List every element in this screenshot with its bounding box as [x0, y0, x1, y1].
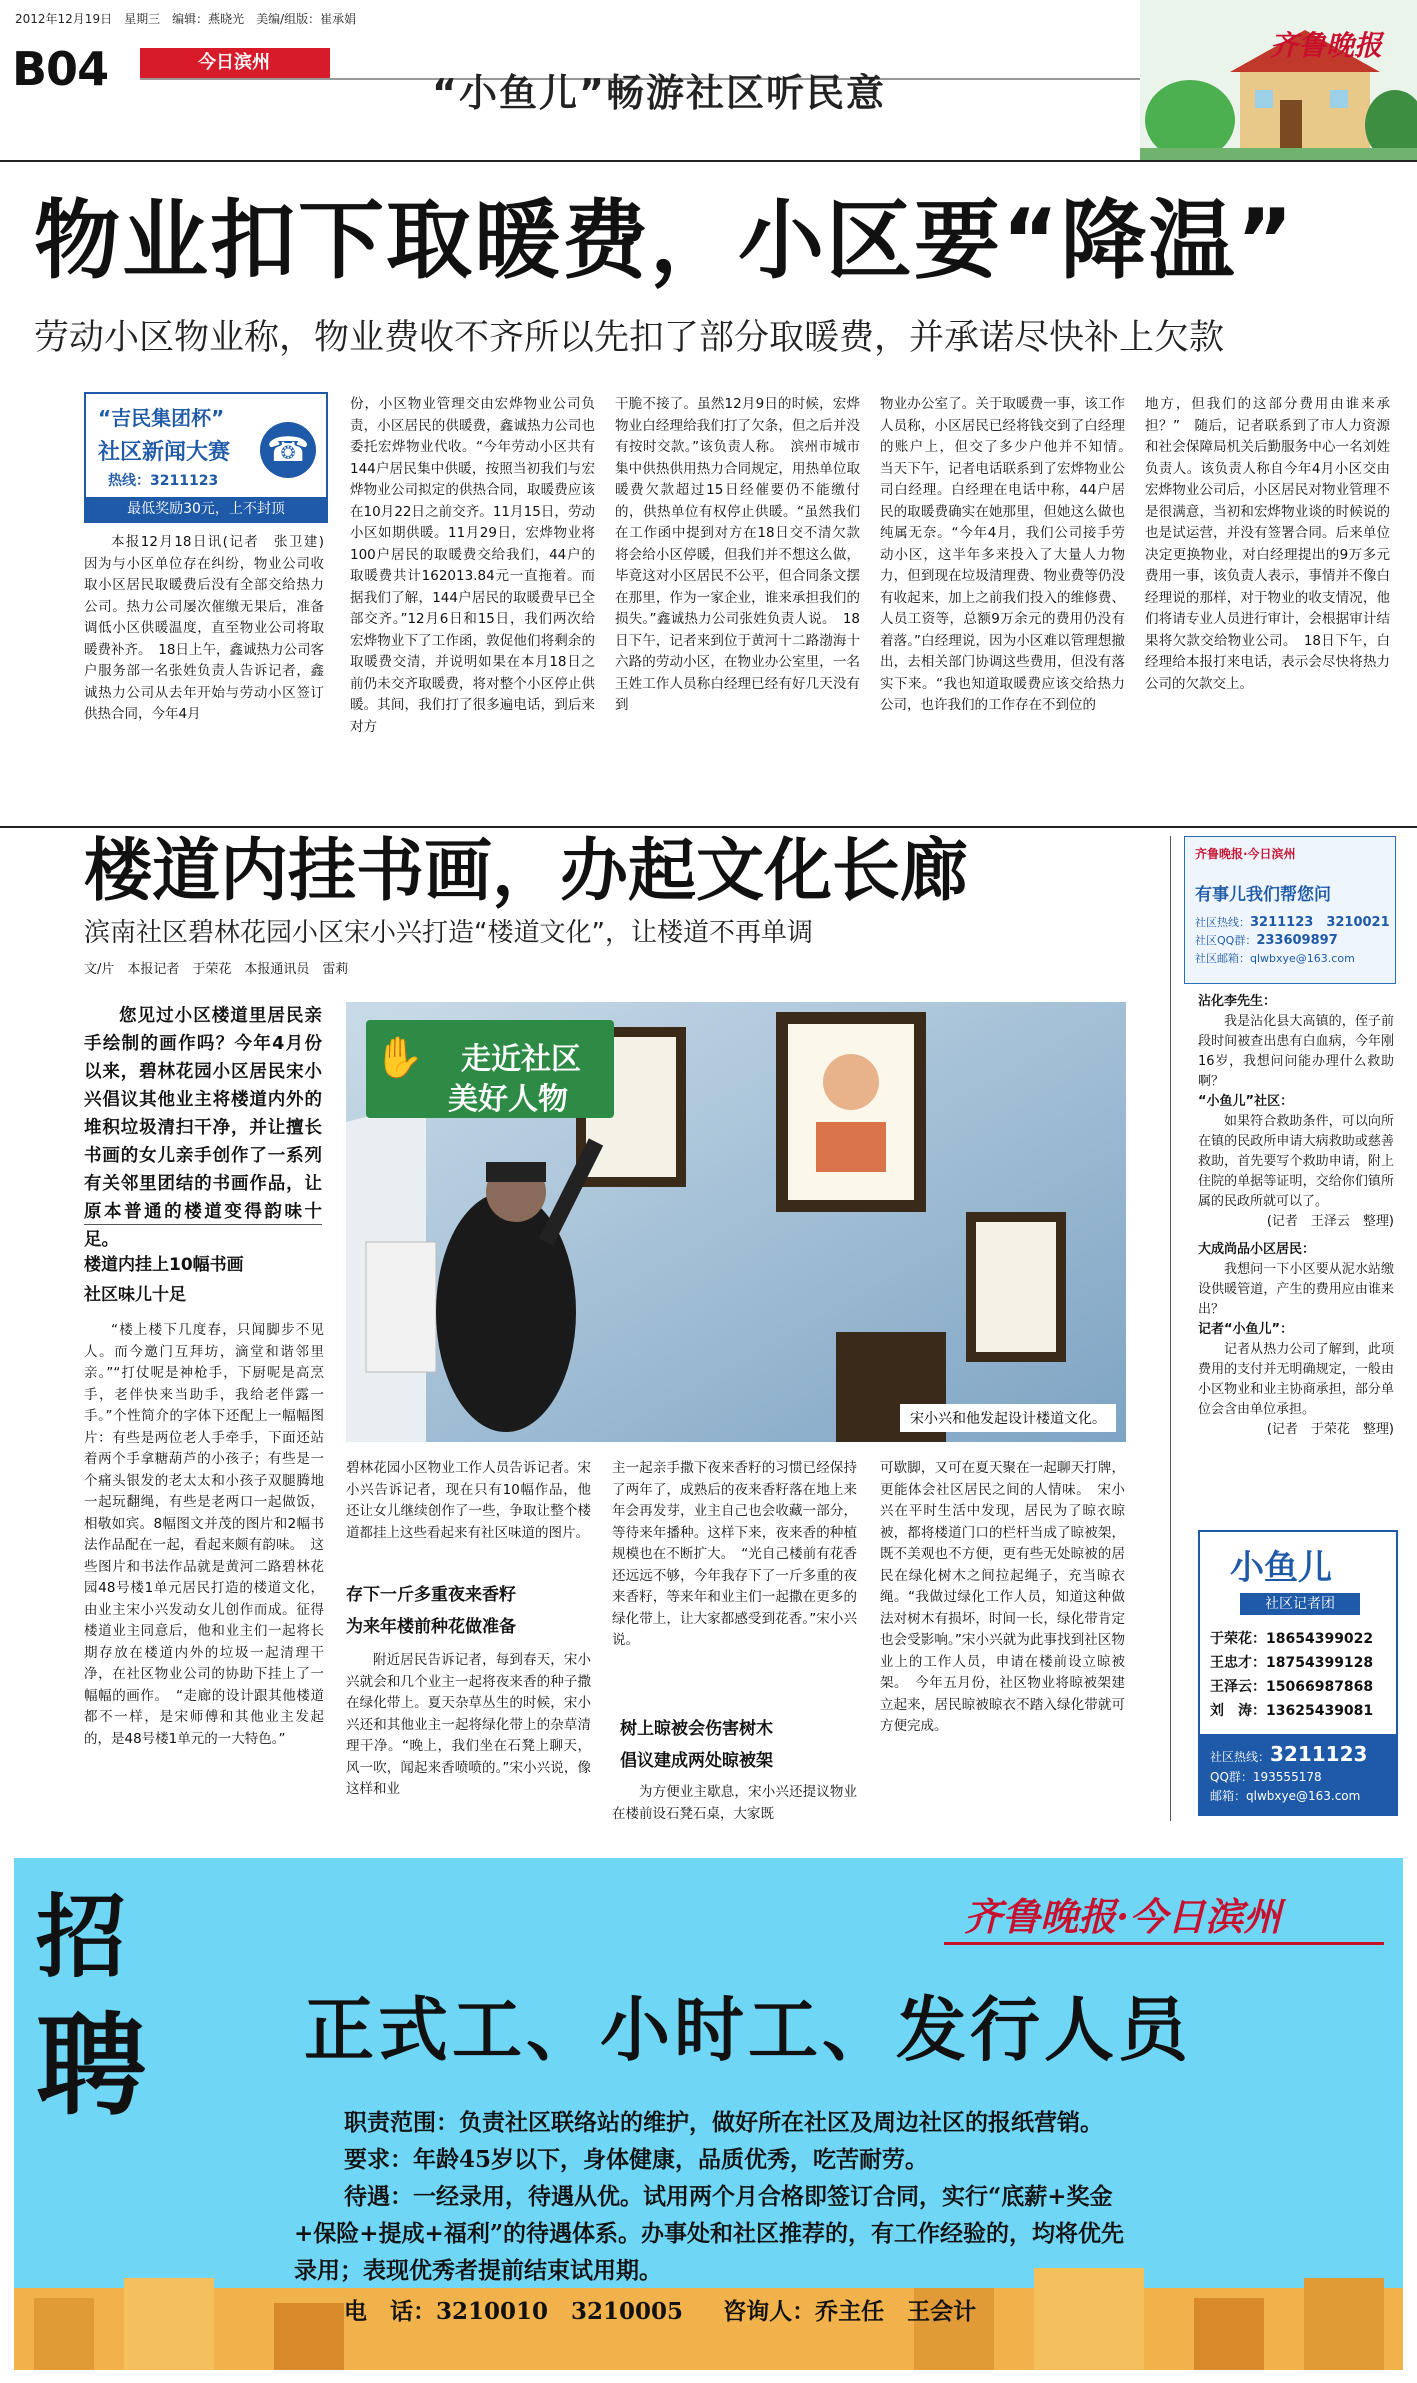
- sidebar-hotline-box: [1184, 836, 1396, 984]
- recruitment-ad: [14, 1858, 1403, 2370]
- header-rule: [0, 160, 1417, 162]
- promo-line1: “吉民集团杯”: [98, 406, 225, 430]
- column-title: “小鱼儿”畅游社区听民意: [432, 71, 886, 115]
- section-tag: [140, 48, 330, 78]
- qa2-answer-label: 记者“小鱼儿”：: [1198, 1322, 1294, 1337]
- section-tag-label: 今日滨州: [198, 52, 270, 73]
- ad-pay-line3: 录用；表现优秀者提前结束试用期。: [294, 2257, 662, 2284]
- article1-col4: 物业办公室了。关于取暖费一事，该工作人员称，小区居民已经将钱交到了白经理的账户上，但交了多少户他并不知情。 当天下午，记者电话联系到了宏烨物业公司白经理。白经理在电话中称，44户居民的取暖费确实在她那里，但她这么做也纯属无奈。“今年4月，我们公司接手劳动小区，这半年多来投入了大量人力物力，但到现在垃圾清理费、物业费等仍没有收起来，加上之前我们投入的维修费、人员工资等，总额9万余元的费用仍没有着落。”白经理说，因为小区难以管理想撤出，去相关部门协调这些费用，但没有落实下来。“我也知道取暖费应该交给热力公司，也许我们的工作存在不到位的: [880, 396, 1139, 713]
- article1-col1: 本报12月18日讯(记者 张卫建) 因为与小区单位存在纠纷，物业公司收取小区居民取暖费后没有全部交给热力公司。热力公司屡次催缴无果后，准备调低小区供暖温度，直至物业公司将取暖费补齐。 18日上午，鑫诚热力公司客户服务部一名张姓负责人告诉记者，鑫诚热力公司从去年开始与劳动小区签订供热合同，今年4月: [84, 534, 338, 722]
- article2-subtitle2a: 存下一斤多重夜来香籽: [346, 1585, 516, 1605]
- article2-headline: 楼道内挂书画，办起文化长廊: [84, 832, 969, 911]
- article2-col3b: 为方便业主歇息，宋小兴还提议物业在楼前设石凳石桌，大家既: [612, 1784, 857, 1822]
- qa1-question: 我是沾化县大高镇的，侄子前段时间被查出患有白血病，今年刚16岁，我想问问能办理什么救助啊？: [1198, 1014, 1394, 1089]
- qa1-sign: (记者 王泽云 整理): [1266, 1214, 1394, 1229]
- card-sub: 社区记者团: [1240, 1593, 1360, 1615]
- article2-subtitle2b: 为来年楼前种花做准备: [346, 1617, 516, 1637]
- ad-pay-line2: +保险+提成+福利”的待遇体系。办事处和社区推荐的，有工作经验的，均将优先: [294, 2220, 1125, 2247]
- qa2-question: 我想问一下小区要从泥水站缴设供暖管道，产生的费用应由谁来出？: [1198, 1262, 1394, 1317]
- article1-subhead: 劳动小区物业称，物业费收不齐所以先扣了部分取暖费，并承诺尽快补上欠款: [34, 318, 1225, 358]
- reporter-card: [1198, 1530, 1398, 1816]
- qa1-asker: 沾化李先生：: [1198, 994, 1277, 1009]
- sidebar-hotline-title: 有事儿我们帮您问: [1195, 885, 1331, 905]
- article1-headline: 物业扣下取暖费，小区要“降温”: [34, 191, 1296, 291]
- phone-icon: ☎: [260, 422, 316, 478]
- card-title: 小鱼儿: [1230, 1548, 1332, 1588]
- news-contest-promo[interactable]: [84, 392, 328, 523]
- article2-lead: 您见过小区楼道里居民亲手绘制的画作吗？今年4月份以来，碧林花园小区居民宋小兴倡议其他业主将楼道内外的堆积垃圾清扫干净，并让擅长书画的女儿亲手创作了一系列有关邻里团结的书画作品，让原本普通的楼道变得韵味十足。: [84, 1006, 322, 1250]
- ad-duty: 职责范围：负责社区联络站的维护，做好所在社区及周边社区的报纸营销。: [344, 2109, 1103, 2136]
- article1-col2: 份，小区物业管理交由宏烨物业公司负责，小区居民的供暖费，鑫诚热力公司也委托宏烨物业代收。“今年劳动小区共有144户居民集中供暖，按照当初我们与宏烨物业公司拟定的供热合同，取暖费应该在10月22日之前交齐。11月15日，劳动小区如期供暖。11月29日，宏烨物业将100户居民的取暖费交给我们，44户的取暖费共计162013.84元一直拖着。而据我们了解，144户居民的取暖费早已全部交齐。”12月6日和15日，我们两次给宏烨物业下了工作函，敦促他们将剩余的取暖费交清，并说明如果在本月18日之前仍未交齐取暖费，将对整个小区停止供暖。其间，我们打了很多遍电话，到后来对方: [350, 396, 595, 735]
- feature-photo: [346, 1002, 1126, 1442]
- sidebar-hotline-qq: 社区QQ群：233609897: [1195, 933, 1338, 948]
- sidebar-hotline-phone: 社区热线：3211123 3210021: [1195, 915, 1390, 930]
- ad-char-2: 聘: [36, 2002, 146, 2130]
- promo-line3: 热线：3211123: [108, 473, 219, 489]
- qa1-answer: 如果符合救助条件，可以向所在镇的民政所申请大病救助或慈善救助，首先要写个救助申请，附上住院的单据等证明，交给你们镇所属的民政所就可以了。: [1198, 1114, 1394, 1209]
- reporter-row: 刘 涛：13625439081: [1210, 1703, 1374, 1719]
- qa2-asker: 大成尚品小区居民：: [1198, 1242, 1316, 1257]
- sidebar-hotline-email: 社区邮箱：qlwbxye@163.com: [1195, 952, 1355, 965]
- photo-caption: 宋小兴和他发起设计楼道文化。: [900, 1404, 1116, 1432]
- sidebar-qa: [1198, 992, 1394, 1440]
- ad-requirements: 要求：年龄45岁以下，身体健康，品质优秀，吃苦耐劳。: [344, 2146, 929, 2173]
- promo-line4: 最低奖励30元，上不封顶: [86, 497, 326, 521]
- article2-subhead: 滨南社区碧林花园小区宋小兴打造“楼道文化”，让楼道不再单调: [84, 918, 813, 948]
- photo-banner-line1: 走近社区: [461, 1042, 581, 1077]
- qa1-answer-label: “小鱼儿”社区：: [1198, 1094, 1294, 1109]
- ad-pay: 待遇：一经录用，待遇从优。试用两个月合格即签订合同，实行“底薪+奖金: [344, 2183, 1113, 2210]
- article2-subtitle1a: 楼道内挂上10幅书画: [84, 1255, 244, 1275]
- reporter-row: 王忠才：18754399128: [1210, 1655, 1374, 1671]
- ad-logo-line: [944, 1942, 1384, 1945]
- article2-subtitle3a: 树上晾被会伤害树木: [620, 1719, 773, 1739]
- ad-char-1: 招: [36, 1885, 126, 1990]
- article2-subtitle1b: 社区味儿十足: [84, 1285, 186, 1305]
- sidebar-divider: [1170, 836, 1171, 1821]
- photo-banner-line2: 美好人物: [448, 1082, 568, 1117]
- article1-col3: 干脆不接了。虽然12月9日的时候，宏烨物业白经理给我们打了欠条，但之后并没有按时交款。”该负责人称。 滨州市城市集中供热供用热力合同规定，用热单位取暖费欠款超过15日经催要仍不能缴付的，供热单位有权停止供暖。“虽然我们在工作函中提到对方在18日交不清欠款将会给小区停暖，但我们并不想这么做，毕竟这对小区居民不公平，但合同条文摆在那里，作为一家企业，谁来承担我们的损失。”鑫诚热力公司张姓负责人说。 18日下午，记者来到位于黄河十二路渤海十六路的劳动小区，在物业办公室里，一名王姓工作人员称白经理已经有好几天没有到: [615, 396, 860, 713]
- sidebar-top-label: 齐鲁晚报·今日滨州: [1195, 847, 1296, 861]
- hands-icon: ✋: [374, 1035, 424, 1081]
- article2-col4: 可歇脚，又可在夏天聚在一起聊天打牌，更能体会社区居民之间的人情味。 宋小兴在平时生活中发现，居民为了晾衣晾被，都将楼道门口的栏杆当成了晾被架，既不美观也不方便，更有些无处晾被的居民在绿化树木之间拉起绳子，充当晾衣绳。“我做过绿化工作人员，知道这种做法对树木有损坏，时间一长，绿化带肯定也会受影响。”宋小兴就为此事找到社区物业上的工作人员，申请在楼前设立晾被架。 今年五月份，社区物业将晾被架建立起来，居民晾被晾衣不踏入绿化带就可方便完成。: [880, 1460, 1125, 1734]
- ad-contact: 电 话：3210010 3210005 咨询人：乔主任 王会计: [344, 2298, 977, 2325]
- promo-line2: 社区新闻大赛: [98, 440, 231, 465]
- header-meta: 2012年12月19日 星期三 编辑：燕晓光 美编/组版：崔承娟: [15, 12, 357, 26]
- ad-title: 正式工、小时工、发行人员: [304, 1989, 1192, 2071]
- ad-body: [294, 2104, 1384, 2330]
- page-number: B04: [12, 42, 109, 96]
- header-logo: 齐鲁晚报: [1270, 29, 1383, 62]
- photo-banner: [366, 1020, 614, 1118]
- article2-col3: 主一起亲手撒下夜来香籽的习惯已经保持了两年了，成熟后的夜来香籽落在地上来年会再发芽，业主自己也会收藏一部分，等待来年播种。这样下来，夜来香的种植规模也在不断扩大。 “光自己楼前有花香还远远不够，今年我存下了一斤多重的夜来香籽，等来年和业主们一起撒在更多的绿化带上，让大家都感受到花香。”宋小兴说。: [612, 1460, 857, 1648]
- article2-subtitle3b: 倡议建成两处晾被架: [620, 1751, 773, 1771]
- article2-col2b: 附近居民告诉记者，每到春天，宋小兴就会和几个业主一起将夜来香的种子撒在绿化带上。夏天杂草丛生的时候，宋小兴还和其他业主一起将绿化带上的杂草清理干净。“晚上，我们坐在石凳上聊天，风一吹，闻起来香喷喷的。”宋小兴说，像这样和业: [346, 1652, 591, 1797]
- card-footer: 社区热线：3211123 QQ群：193555178 邮箱：qlwbxye@163.com: [1200, 1734, 1396, 1814]
- article1-col5: 地方，但我们的这部分费用由谁来承担？” 随后，记者联系到了市人力资源和社会保障局机关后勤服务中心一名刘姓负责人。该负责人称自今年4月小区交由宏烨物业公司后，小区居民对物业管理不是很满意，当初和宏烨物业谈的时候说的也是试运营，并没有签署合同。后来单位决定更换物业，对白经理提出的9万多元费用一事，该负责人表示，事情并不像白经理说的那样，对于物业的收支情况，他们将请专业人员进行审计，会根据审计结果将欠款交给物业公司。 18日下午，白经理给本报打来电话，表示会尽快将热力公司的欠款交上。: [1145, 396, 1390, 692]
- reporter-row: 王泽云：15066987868: [1210, 1679, 1374, 1695]
- qa2-sign: (记者 于荣花 整理): [1266, 1422, 1394, 1437]
- article2-col2: 碧林花园小区物业工作人员告诉记者。宋小兴告诉记者，现在只有10幅作品，他还让女儿继续创作了一些，争取让整个楼道都挂上这些看起来有社区味道的图片。: [346, 1460, 591, 1541]
- qa2-answer: 记者从热力公司了解到，此项费用的支付并无明确规定，一般由小区物业和业主协商承担，部分单位会含由单位承担。: [1198, 1342, 1394, 1417]
- ad-logo: 齐鲁晚报·今日滨州: [964, 1894, 1282, 1939]
- reporter-list: [1210, 1627, 1396, 1723]
- article2-byline: 文/片 本报记者 于荣花 本报通讯员 雷莉: [84, 962, 349, 977]
- reporter-row: 于荣花：18654399022: [1210, 1631, 1374, 1647]
- lead-separator: [84, 1224, 322, 1225]
- article2-col1: “楼上楼下几度春，只闻脚步不见人。而今邀门互拜坊，滴堂和谐邻里亲。”“打仗呢是神枪手，下厨呢是高烹手，老伴快来当助手，我给老伴露一手。”个性简介的字体下还配上一幅幅图片：有些是两位老人手牵手，下面还站着两个手拿糖葫芦的小孩子；有些是一个痛头银发的老太太和小孩子双腿腾地一起玩翻绳，有些是老两口一起做饭，相敬如宾。8幅图文并茂的图片和2幅书法作品配在一起，看起来颇有韵味。 这些图片和书法作品就是黄河二路碧林花园48号楼1单元居民打造的楼道文化，由业主宋小兴发动女儿创作而成。征得楼道业主同意后，他和业主们一起将长期存放在楼道内外的垃圾一起清理干净，在社区物业公司的协助下挂上了一幅幅的画作。 “走廊的设计跟其他楼道都不一样，是宋师傅和其他业主发起的，是48号楼1单元的一大特色。”: [84, 1322, 324, 1747]
